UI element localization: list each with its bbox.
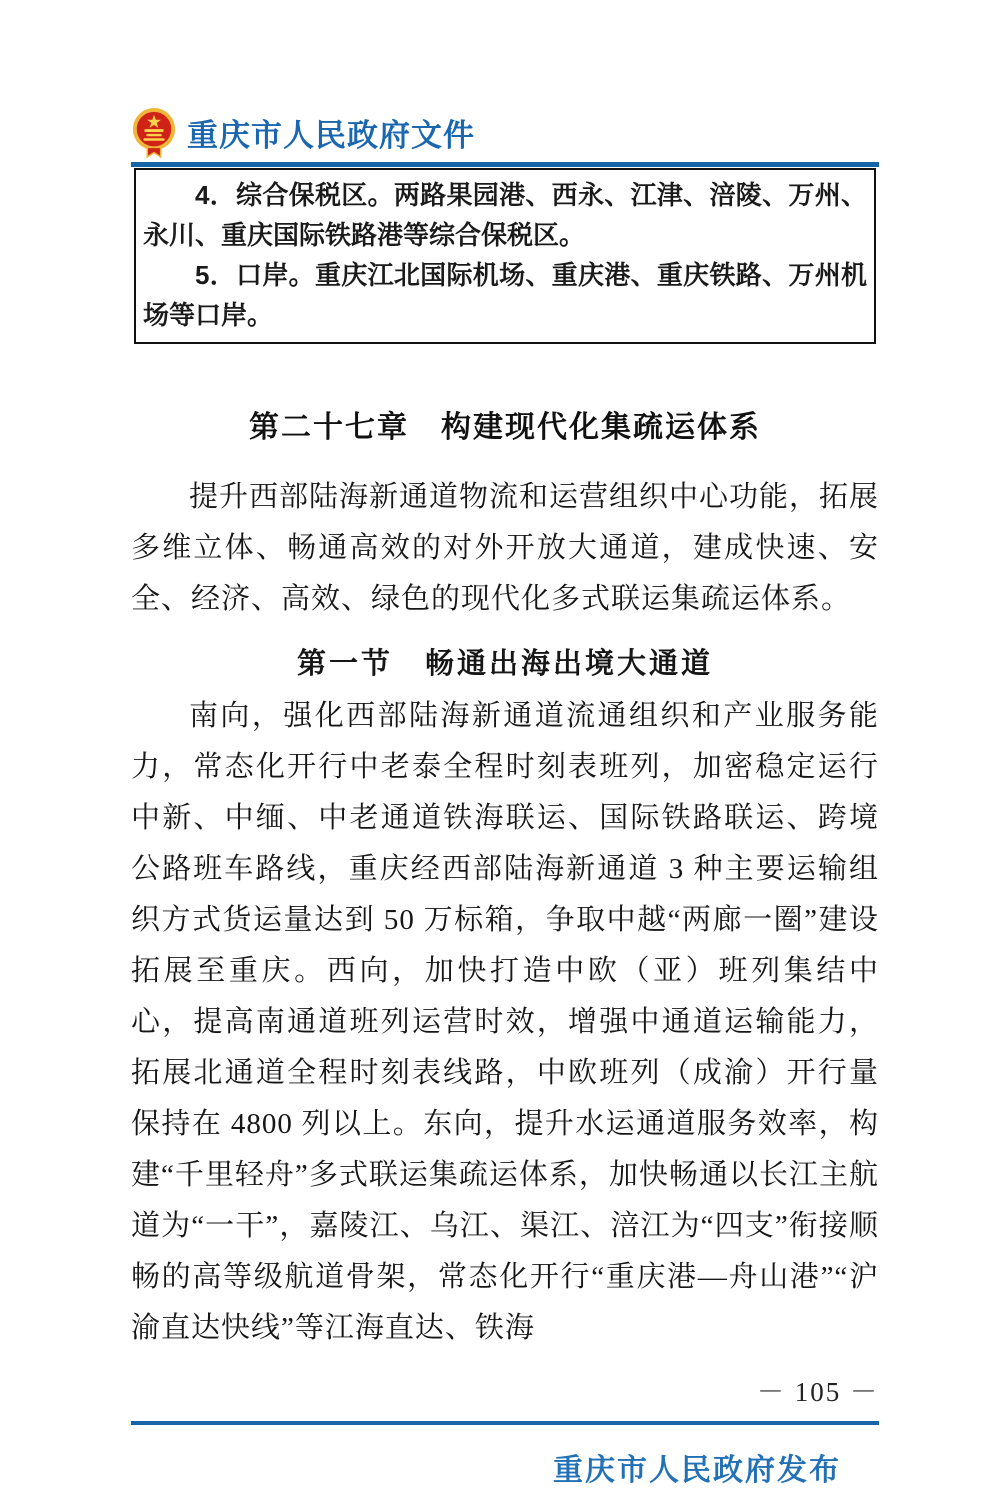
body-paragraph-1: 提升西部陆海新通道物流和运营组织中心功能，拓展多维立体、畅通高效的对外开放大通道，建成快速、安全、经济、高效、绿色的现代化多式联运集疏运体系。 — [131, 481, 880, 615]
excerpt-box — [134, 168, 876, 344]
section-title: 第一节 畅通出海出境大通道 — [296, 648, 713, 680]
page-content — [131, 0, 879, 1489]
document-header — [131, 106, 879, 158]
publisher-label: 重庆市人民政府发布 — [553, 1454, 841, 1487]
page-number: － 105 － — [757, 1377, 879, 1407]
document-header-title: 重庆市人民政府文件 — [187, 117, 475, 153]
excerpt-item-5: 5．口岸。重庆江北国际机场、重庆港、重庆铁路、万州机场等口岸。 — [143, 260, 867, 330]
header-rule — [131, 162, 879, 167]
body-paragraph-2: 南向，强化西部陆海新通道流通组织和产业服务能力，常态化开行中老泰全程时刻表班列，加密稳定运行中新、中缅、中老通道铁海联运、国际铁路联运、跨境公路班车路线，重庆经西部陆海新通道 3 种主要运输组织方式货运量达到 50 万标箱，争取中越“两廊一圈”建设拓展至重庆。西向，加快打造中欧（亚）班列集结中心，提高南通道班列运营时效，增强中通道运输能力，拓展北通道全程时刻表线路，中欧班列（成渝）开行量保持在 4800 列以上。东向，提升水运通道服务效率，构建“千里轻舟”多式联运集疏运体系，加快畅通以长江主航道为“一干”，嘉陵江、乌江、渠江、涪江为“四支”衔接顺畅的高等级航道骨架，常态化开行“重庆港—舟山港”“沪渝直达快线”等江海直达、铁海 — [131, 700, 879, 1344]
national-emblem-icon — [131, 106, 177, 158]
footer-rule — [131, 1421, 879, 1425]
excerpt-item-4: 4．综合保税区。两路果园港、西永、江津、涪陵、万州、永川、重庆国际铁路港等综合保税区。 — [143, 180, 867, 250]
chapter-title: 第二十七章 构建现代化集疏运体系 — [249, 411, 761, 444]
